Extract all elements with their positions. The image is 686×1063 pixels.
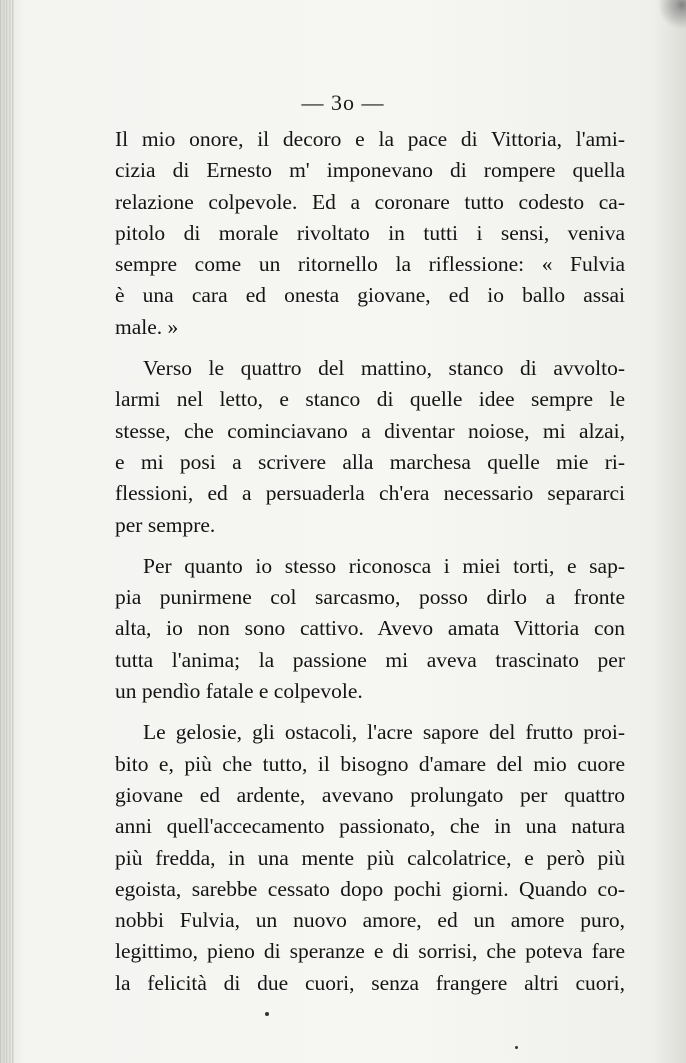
text-line: Per quanto io stesso riconosca i miei torti, e sap- (143, 553, 625, 578)
text-line: e mi posi a scrivere alla marchesa quelle mie ri- (115, 449, 625, 474)
text-line: sempre come un ritornello la riflessione: « Fulvia (115, 252, 625, 277)
text-line: pitolo di morale rivoltato in tutti i sensi, veniva (115, 220, 625, 245)
text-line: nobbi Fulvia, un nuovo amore, ed un amore puro, (115, 908, 625, 933)
body-text (115, 124, 625, 1009)
text-line: tutta l'anima; la passione mi aveva trascinato per (115, 647, 625, 672)
paragraph-2 (115, 353, 625, 541)
text-line: pia punirmene col sarcasmo, posso dirlo a fronte (115, 585, 625, 610)
text-line: per sempre. (115, 512, 216, 537)
text-line: cizia di Ernesto m' imponevano di rompere quella (115, 158, 625, 183)
text-line: Il mio onore, il decoro e la pace di Vittoria, l'ami- (115, 127, 625, 151)
text-line: bito e, più che tutto, il bisogno d'amare del mio cuore (115, 751, 625, 776)
text-line: più fredda, in una mente più calcolatrice, e però più (115, 845, 625, 870)
text-line: Le gelosie, gli ostacoli, l'acre sapore del frutto proi- (143, 720, 625, 745)
text-line: larmi nel letto, e stanco di quelle idee sempre le (115, 387, 625, 412)
text-line: Verso le quattro del mattino, stanco di avvolto- (143, 356, 625, 381)
page-binding-edge (0, 0, 14, 1063)
text-line: un pendìo fatale e colpevole. (115, 679, 363, 704)
text-line: la felicità di due cuori, senza frangere altri cuori, (115, 970, 625, 995)
paragraph-4 (115, 717, 625, 999)
paragraph-1 (115, 124, 625, 343)
text-line: stesse, che cominciavano a diventar noiose, mi alzai, (115, 418, 625, 443)
text-line: è una cara ed onesta giovane, ed io ballo assai (115, 283, 625, 308)
paragraph-3 (115, 551, 625, 707)
text-line: giovane ed ardente, avevano prolungato per quattro (115, 782, 625, 807)
ink-speck (265, 1012, 269, 1016)
text-line: relazione colpevole. Ed a coronare tutto codesto ca- (115, 189, 625, 214)
text-line: egoista, sarebbe cessato dopo pochi giorni. Quando co- (115, 876, 625, 901)
text-line: male. » (115, 314, 179, 339)
text-line: alta, io non sono cattivo. Avevo amata Vittoria con (115, 616, 625, 641)
ink-speck (515, 1046, 518, 1049)
text-line: anni quell'accecamento passionato, che in una natura (115, 814, 625, 839)
text-line: flessioni, ed a persuaderla ch'era necessario separarci (115, 481, 625, 506)
text-line: legittimo, pieno di speranze e di sorrisi, che poteva fare (115, 939, 625, 964)
corner-stain (646, 0, 686, 50)
page-number: — 3o — (301, 90, 385, 115)
